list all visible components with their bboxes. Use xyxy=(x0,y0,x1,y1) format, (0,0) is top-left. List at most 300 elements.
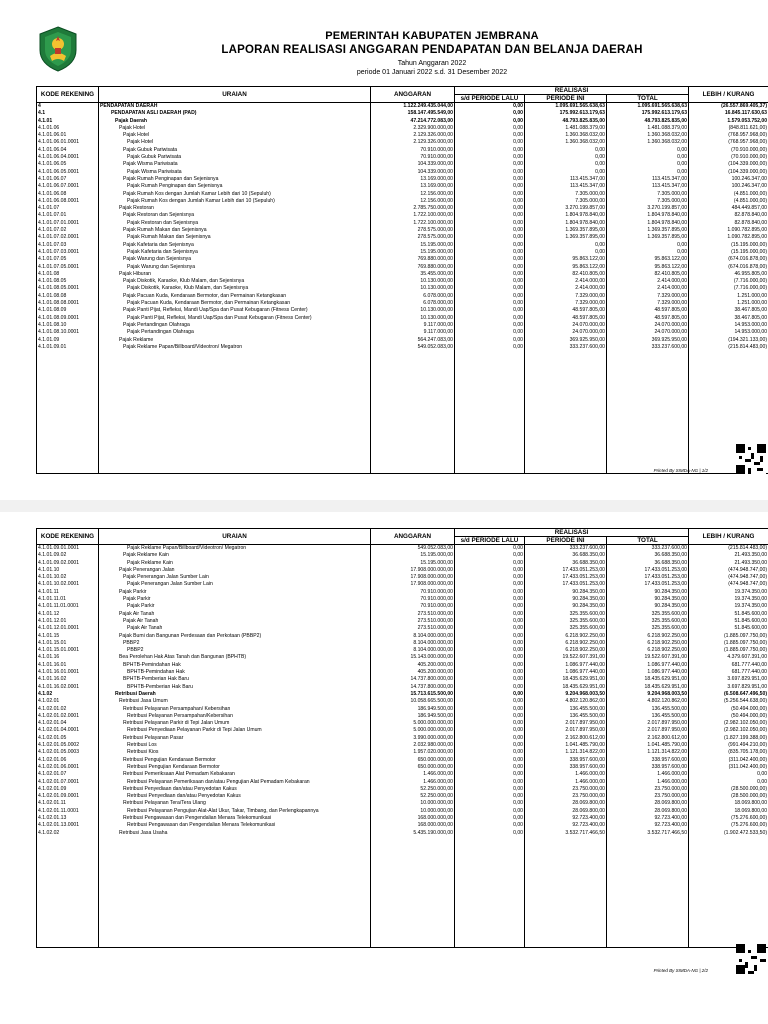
periode-ini-cell: 0,00 xyxy=(525,154,607,161)
table-row xyxy=(37,249,768,256)
anggaran-cell: 5.000.000.000,00 xyxy=(371,720,455,727)
anggaran-cell: 158.147.495.549,00 xyxy=(371,110,455,117)
periode-lalu-cell: 0,00 xyxy=(455,822,525,829)
total-cell: 2.414.000,00 xyxy=(607,278,689,285)
table-row xyxy=(37,771,768,778)
lebih-kurang-cell: 4.379.607.391,00 xyxy=(689,654,768,661)
uraian-cell: Pajak Reklame Papan/Billboard/Videotron/ Megatron xyxy=(99,344,371,351)
total-cell: 325.355.600,00 xyxy=(607,611,689,618)
table-row xyxy=(37,567,768,574)
periode-lalu-cell: 0,00 xyxy=(455,589,525,596)
kode-cell: 4.1.01.12.01.0001 xyxy=(37,625,99,632)
uraian-cell: Pajak Pertandingan Olahraga xyxy=(99,322,371,329)
kode-cell: 4.1.01.06.01.0001 xyxy=(37,139,99,146)
periode-ini-cell: 1.481.088.379,00 xyxy=(525,125,607,132)
report-body-1 xyxy=(37,103,768,352)
uraian-cell: Retribusi Pelayanan Pasar xyxy=(99,735,371,742)
uraian-cell: Pajak Gubuk Pariwisata xyxy=(99,154,371,161)
total-cell: 90.284.350,00 xyxy=(607,596,689,603)
table-row xyxy=(37,278,768,285)
periode-lalu-cell: 0,00 xyxy=(455,757,525,764)
lebih-kurang-cell: (2.982.102.050,00) xyxy=(689,727,768,734)
uraian-cell: Retribusi Jasa Usaha xyxy=(99,830,371,837)
uraian-cell: Pajak Rumah Kos dengan Jumlah Kamar Lebih dari 10 (Sepuluh) xyxy=(99,191,371,198)
lebih-kurang-cell: 484.449.857,00 xyxy=(689,205,768,212)
lebih-kurang-cell: 19.374.350,00 xyxy=(689,589,768,596)
lebih-kurang-cell: 51.845.600,00 xyxy=(689,611,768,618)
table-row xyxy=(37,300,768,307)
lebih-kurang-cell: 38.467.805,00 xyxy=(689,307,768,314)
periode-lalu-cell: 0,00 xyxy=(455,640,525,647)
periode-ini-cell: 1.360.368.032,00 xyxy=(525,132,607,139)
periode-ini-cell: 2.414.000,00 xyxy=(525,278,607,285)
kode-cell: 4.1.01.07.03.0001 xyxy=(37,249,99,256)
kode-cell: 4.1.01.16.01.0001 xyxy=(37,669,99,676)
table-row xyxy=(37,618,768,625)
uraian-cell: Pajak Reklame Kain xyxy=(99,560,371,567)
uraian-cell: Pajak Panti Pijat, Refleksi, Mandi Uap/Spa dan Pusat Kebugaran (Fitness Center) xyxy=(99,315,371,322)
table-row xyxy=(37,574,768,581)
uraian-cell: Retribusi Daerah xyxy=(99,691,371,698)
periode-ini-cell: 28.069.800,00 xyxy=(525,808,607,815)
anggaran-cell: 564.247.083,00 xyxy=(371,337,455,344)
table-row xyxy=(37,198,768,205)
anggaran-cell: 549.052.083,00 xyxy=(371,344,455,351)
anggaran-cell: 549.052.083,00 xyxy=(371,545,455,553)
lebih-kurang-cell: 14.953.000,00 xyxy=(689,329,768,336)
total-cell: 3.270.199.857,00 xyxy=(607,205,689,212)
periode-ini-cell: 2.017.897.950,00 xyxy=(525,720,607,727)
uraian-cell: Pajak Reklame xyxy=(99,337,371,344)
table-row xyxy=(37,691,768,698)
periode-ini-cell: 28.069.800,00 xyxy=(525,800,607,807)
table-row xyxy=(37,764,768,771)
total-cell: 9.204.968.003,50 xyxy=(607,691,689,698)
uraian-cell: Pajak Penerangan Jalan Sumber Lain xyxy=(99,581,371,588)
anggaran-cell: 70.910.000,00 xyxy=(371,603,455,610)
periode-ini-cell: 1.360.368.032,00 xyxy=(525,139,607,146)
lebih-kurang-cell: 100.246.347,00 xyxy=(689,183,768,190)
total-cell: 113.415.347,00 xyxy=(607,176,689,183)
kode-cell: 4.1.02.01.04.0001 xyxy=(37,727,99,734)
kode-cell: 4.1.02.01.09.0001 xyxy=(37,793,99,800)
kode-cell: 4.1.01.08.05.0001 xyxy=(37,285,99,292)
anggaran-cell: 405.200.000,00 xyxy=(371,662,455,669)
periode-lalu-cell: 0,00 xyxy=(455,169,525,176)
total-cell: 28.069.800,00 xyxy=(607,808,689,815)
kode-cell: 4.1.01.15.01 xyxy=(37,640,99,647)
uraian-cell: Retribusi Pelayanan Tera/Tera Ulang xyxy=(99,800,371,807)
total-cell: 7.329.000,00 xyxy=(607,300,689,307)
periode-lalu-cell: 0,00 xyxy=(455,647,525,654)
anggaran-cell: 70.910.000,00 xyxy=(371,596,455,603)
periode-ini-cell: 1.466.000,00 xyxy=(525,779,607,786)
total-cell: 48.597.805,00 xyxy=(607,315,689,322)
header-line-1: PEMERINTAH KABUPATEN JEMBRANA xyxy=(325,30,539,42)
lebih-kurang-cell: (1.885.097.750,00) xyxy=(689,633,768,640)
periode-ini-cell: 48.597.805,00 xyxy=(525,315,607,322)
total-cell: 92.723.400,00 xyxy=(607,815,689,822)
lebih-kurang-cell: (7.716.000,00) xyxy=(689,278,768,285)
table-row xyxy=(37,271,768,278)
kode-cell: 4.1.01.12 xyxy=(37,611,99,618)
table-row xyxy=(37,822,768,829)
uraian-cell: Pajak Diskotik, Karaoke, Klub Malam, dan Sejenisnya xyxy=(99,278,371,285)
lebih-kurang-cell: 21.493.350,00 xyxy=(689,560,768,567)
anggaran-cell: 10.000.000,00 xyxy=(371,800,455,807)
table-row xyxy=(37,545,768,553)
uraian-cell: Pajak Kafetaria dan Sejenisnya xyxy=(99,242,371,249)
lebih-kurang-cell: (991.494.210,00) xyxy=(689,742,768,749)
col-kode-rekening: KODE REKENING xyxy=(37,87,99,103)
uraian-cell: Pajak Gubuk Pariwisata xyxy=(99,147,371,154)
total-cell: 6.218.902.250,00 xyxy=(607,640,689,647)
table-row xyxy=(37,654,768,661)
table-row xyxy=(37,581,768,588)
lebih-kurang-cell: 21.493.350,00 xyxy=(689,552,768,559)
periode-lalu-cell: 0,00 xyxy=(455,344,525,351)
col-lebih-kurang: LEBIH / KURANG xyxy=(689,529,768,545)
total-cell: 338.957.600,00 xyxy=(607,764,689,771)
total-cell: 2.162.800.612,00 xyxy=(607,735,689,742)
periode-lalu-cell: 0,00 xyxy=(455,764,525,771)
anggaran-cell: 10.130.000,00 xyxy=(371,307,455,314)
total-cell: 28.069.800,00 xyxy=(607,800,689,807)
table-row xyxy=(37,118,768,125)
table-row xyxy=(37,256,768,263)
table-row xyxy=(37,633,768,640)
table-row xyxy=(37,669,768,676)
table-row xyxy=(37,684,768,691)
kode-cell: 4.1.01.08.09 xyxy=(37,307,99,314)
lebih-kurang-cell: (50.494.000,00) xyxy=(689,713,768,720)
periode-ini-cell: 369.925.950,00 xyxy=(525,337,607,344)
periode-lalu-cell: 0,00 xyxy=(455,698,525,705)
periode-lalu-cell: 0,00 xyxy=(455,749,525,756)
col-total: TOTAL xyxy=(607,95,689,103)
anggaran-cell: 35.455.000,00 xyxy=(371,271,455,278)
kode-cell: 4.1.01.06.05.0001 xyxy=(37,169,99,176)
col-periode-ini: PERIODE INI xyxy=(525,537,607,545)
periode-ini-cell: 1.041.485.790,00 xyxy=(525,742,607,749)
uraian-cell: Pajak Penerangan Jalan Sumber Lain xyxy=(99,574,371,581)
total-cell: 95.863.122,00 xyxy=(607,256,689,263)
uraian-cell: Retribusi Pengujian Kendaraan Bermotor xyxy=(99,764,371,771)
table-row xyxy=(37,227,768,234)
anggaran-cell: 1.466.000,00 xyxy=(371,779,455,786)
periode-ini-cell: 24.070.000,00 xyxy=(525,329,607,336)
kode-cell: 4.1.01.08 xyxy=(37,271,99,278)
uraian-cell: Pajak Rumah Makan dan Sejenisnya xyxy=(99,227,371,234)
kode-cell: 4.1.01.06.05 xyxy=(37,161,99,168)
uraian-cell: Pajak Hotel xyxy=(99,139,371,146)
anggaran-cell: 10.130.000,00 xyxy=(371,285,455,292)
periode-lalu-cell: 0,00 xyxy=(455,786,525,793)
periode-lalu-cell: 0,00 xyxy=(455,176,525,183)
lebih-kurang-cell: 82.878.840,00 xyxy=(689,212,768,219)
periode-ini-cell: 1.086.977.440,00 xyxy=(525,662,607,669)
lebih-kurang-cell: (674.016.878,00) xyxy=(689,256,768,263)
periode-lalu-cell: 0,00 xyxy=(455,706,525,713)
anggaran-cell: 1.122.249.435.044,00 xyxy=(371,103,455,111)
total-cell: 0,00 xyxy=(607,242,689,249)
uraian-cell: PBBP2 xyxy=(99,647,371,654)
anggaran-cell: 104.339.000,00 xyxy=(371,169,455,176)
periode-ini-cell: 9.204.968.003,50 xyxy=(525,691,607,698)
periode-ini-cell: 6.218.902.250,00 xyxy=(525,647,607,654)
periode-ini-cell: 6.218.902.250,00 xyxy=(525,633,607,640)
periode-ini-cell: 92.723.400,00 xyxy=(525,815,607,822)
anggaran-cell: 47.214.772.083,00 xyxy=(371,118,455,125)
total-cell: 18.435.629.951,00 xyxy=(607,684,689,691)
table-row xyxy=(37,676,768,683)
anggaran-cell: 769.880.000,00 xyxy=(371,256,455,263)
periode-ini-cell: 1.095.691.565.638,63 xyxy=(525,103,607,111)
periode-lalu-cell: 0,00 xyxy=(455,110,525,117)
total-cell: 82.410.805,00 xyxy=(607,271,689,278)
table-row xyxy=(37,625,768,632)
table-row xyxy=(37,110,768,117)
anggaran-cell: 14.737.800.000,00 xyxy=(371,676,455,683)
anggaran-cell: 8.104.000.000,00 xyxy=(371,640,455,647)
table-row xyxy=(37,552,768,559)
lebih-kurang-cell: 51.845.600,00 xyxy=(689,625,768,632)
anggaran-cell: 15.713.615.500,00 xyxy=(371,691,455,698)
periode-lalu-cell: 0,00 xyxy=(455,154,525,161)
periode-lalu-cell: 0,00 xyxy=(455,625,525,632)
uraian-cell: Pajak Rumah Kos dengan Jumlah Kamar Lebih dari 10 (Sepuluh) xyxy=(99,198,371,205)
periode-lalu-cell: 0,00 xyxy=(455,227,525,234)
lebih-kurang-cell: (5.256.544.638,00) xyxy=(689,698,768,705)
kode-cell: 4.1.01.08.10.0001 xyxy=(37,329,99,336)
periode-lalu-cell: 0,00 xyxy=(455,545,525,553)
table-row xyxy=(37,285,768,292)
uraian-cell: Pajak Reklame Papan/Billboard/Videotron/ Megatron xyxy=(99,545,371,553)
kode-cell: 4.1.01.11.01 xyxy=(37,596,99,603)
lebih-kurang-cell: 1.579.053.752,00 xyxy=(689,118,768,125)
table-row xyxy=(37,611,768,618)
periode-ini-cell: 36.688.350,00 xyxy=(525,552,607,559)
periode-lalu-cell: 0,00 xyxy=(455,720,525,727)
total-cell: 1.360.368.032,00 xyxy=(607,132,689,139)
uraian-cell: Pajak Pertandingan Olahraga xyxy=(99,329,371,336)
lebih-kurang-cell: (1.902.472.533,50) xyxy=(689,830,768,837)
anggaran-cell: 168.000.000,00 xyxy=(371,815,455,822)
anggaran-cell: 17.908.000.000,00 xyxy=(371,567,455,574)
periode-ini-cell: 7.305.000,00 xyxy=(525,198,607,205)
anggaran-cell: 70.910.000,00 xyxy=(371,154,455,161)
col-uraian: URAIAN xyxy=(99,87,371,103)
table-row xyxy=(37,264,768,271)
uraian-cell: Retribusi Pengujian Kendaraan Bermotor xyxy=(99,757,371,764)
anggaran-cell: 10.058.665.500,00 xyxy=(371,698,455,705)
periode-ini-cell: 0,00 xyxy=(525,161,607,168)
table-row xyxy=(37,560,768,567)
table-row xyxy=(37,329,768,336)
anggaran-cell: 15.195.000,00 xyxy=(371,242,455,249)
table-row xyxy=(37,169,768,176)
kode-cell: 4.1.02.01.11 xyxy=(37,800,99,807)
total-cell: 36.688.350,00 xyxy=(607,552,689,559)
periode-lalu-cell: 0,00 xyxy=(455,611,525,618)
uraian-cell: Retribusi Penyediaan Pelayanan Parkir di Tepi Jalan Umum xyxy=(99,727,371,734)
periode-lalu-cell: 0,00 xyxy=(455,329,525,336)
uraian-cell: BPHTB-Pemberian Hak Baru xyxy=(99,684,371,691)
periode-ini-cell: 19.522.607.391,00 xyxy=(525,654,607,661)
uraian-cell: BPHTB-Pemindahan Hak xyxy=(99,669,371,676)
total-cell: 90.284.350,00 xyxy=(607,589,689,596)
lebih-kurang-cell: (215.814.483,00) xyxy=(689,344,768,351)
col-realisasi: REALISASI xyxy=(455,87,689,95)
uraian-cell: Pajak Parkir xyxy=(99,596,371,603)
anggaran-cell: 186.949.500,00 xyxy=(371,713,455,720)
table-row xyxy=(37,713,768,720)
table-row xyxy=(37,103,768,111)
periode-lalu-cell: 0,00 xyxy=(455,125,525,132)
periode-ini-cell: 1.369.357.895,00 xyxy=(525,234,607,241)
kode-cell: 4.1.01.06.04 xyxy=(37,147,99,154)
lebih-kurang-cell: 19.374.350,00 xyxy=(689,596,768,603)
periode-ini-cell: 136.455.500,00 xyxy=(525,706,607,713)
kode-cell: 4.1.02.01.05 xyxy=(37,735,99,742)
periode-ini-cell: 3.532.717.466,50 xyxy=(525,830,607,837)
periode-lalu-cell: 0,00 xyxy=(455,322,525,329)
kode-cell: 4.1.01.07.05.0001 xyxy=(37,264,99,271)
periode-ini-cell: 325.355.600,00 xyxy=(525,611,607,618)
table-row xyxy=(37,589,768,596)
periode-ini-cell: 95.863.122,00 xyxy=(525,264,607,271)
anggaran-cell: 10.130.000,00 xyxy=(371,278,455,285)
jembrana-emblem-icon xyxy=(38,26,78,72)
uraian-cell: Retribusi Kios xyxy=(99,749,371,756)
kode-cell: 4.1.02.01.13.0001 xyxy=(37,822,99,829)
periode-ini-cell: 0,00 xyxy=(525,242,607,249)
kode-cell: 4.1.02.01.05.0003 xyxy=(37,749,99,756)
periode-lalu-cell: 0,00 xyxy=(455,603,525,610)
periode-ini-cell: 1.804.978.840,00 xyxy=(525,212,607,219)
kode-cell: 4.1.01.06.07 xyxy=(37,176,99,183)
anggaran-cell: 168.000.000,00 xyxy=(371,822,455,829)
kode-cell: 4.1.01 xyxy=(37,118,99,125)
anggaran-cell: 15.195.000,00 xyxy=(371,560,455,567)
lebih-kurang-cell: (4.851.000,00) xyxy=(689,198,768,205)
col-periode-ini: PERIODE INI xyxy=(525,95,607,103)
kode-cell: 4.1.02.01 xyxy=(37,698,99,705)
periode-lalu-cell: 0,00 xyxy=(455,337,525,344)
anggaran-cell: 17.908.000.000,00 xyxy=(371,574,455,581)
table-row xyxy=(37,293,768,300)
table-row xyxy=(37,154,768,161)
periode-ini-cell: 17.433.051.253,00 xyxy=(525,567,607,574)
lebih-kurang-cell: 1.251.000,00 xyxy=(689,293,768,300)
periode-lalu-cell: 0,00 xyxy=(455,271,525,278)
anggaran-cell: 3.990.000.000,00 xyxy=(371,735,455,742)
lebih-kurang-cell: 1.090.782.895,00 xyxy=(689,234,768,241)
anggaran-cell: 70.910.000,00 xyxy=(371,147,455,154)
qr-code-icon xyxy=(736,444,766,474)
anggaran-cell: 8.104.000.000,00 xyxy=(371,633,455,640)
periode-lalu-cell: 0,00 xyxy=(455,793,525,800)
anggaran-cell: 650.000.000,00 xyxy=(371,757,455,764)
uraian-cell: Pajak Wisma Pariwisata xyxy=(99,169,371,176)
table-row xyxy=(37,596,768,603)
kode-cell: 4.1.01.07.05 xyxy=(37,256,99,263)
table-row xyxy=(37,720,768,727)
periode-ini-cell: 90.284.350,00 xyxy=(525,603,607,610)
lebih-kurang-cell: (474.948.747,00) xyxy=(689,581,768,588)
periode-ini-cell: 90.284.350,00 xyxy=(525,596,607,603)
kode-cell: 4.1.02.01.02 xyxy=(37,706,99,713)
uraian-cell: Pajak Hotel xyxy=(99,132,371,139)
anggaran-cell: 1.466.000,00 xyxy=(371,771,455,778)
uraian-cell: Retribusi Los xyxy=(99,742,371,749)
total-cell: 36.688.350,00 xyxy=(607,560,689,567)
periode-lalu-cell: 0,00 xyxy=(455,560,525,567)
lebih-kurang-cell: (194.321.133,00) xyxy=(689,337,768,344)
periode-ini-cell: 2.017.897.950,00 xyxy=(525,727,607,734)
table-row xyxy=(37,749,768,756)
lebih-kurang-cell: (1.827.199.388,00) xyxy=(689,735,768,742)
uraian-cell: Retribusi Pengawasan dan Pengendalian Menara Telekomunikasi xyxy=(99,822,371,829)
periode-lalu-cell: 0,00 xyxy=(455,618,525,625)
periode-ini-cell: 333.237.600,00 xyxy=(525,344,607,351)
table-row xyxy=(37,742,768,749)
total-cell: 1.804.978.840,00 xyxy=(607,212,689,219)
periode-lalu-cell: 0,00 xyxy=(455,552,525,559)
uraian-cell: Retribusi Pelayanan Persampahan/ Kebersihan xyxy=(99,706,371,713)
table-row xyxy=(37,830,768,837)
periode-ini-cell: 23.750.000,00 xyxy=(525,786,607,793)
table-row xyxy=(37,662,768,669)
table-row xyxy=(37,176,768,183)
periode-lalu-cell: 0,00 xyxy=(455,662,525,669)
report-period: periode 01 Januari 2022 s.d. 31 Desember 2022 xyxy=(356,69,508,76)
uraian-cell: Retribusi Pemeriksaan Alat Pemadam Kebakaran xyxy=(99,771,371,778)
anggaran-cell: 9.117.000,00 xyxy=(371,329,455,336)
anggaran-cell: 273.510.000,00 xyxy=(371,625,455,632)
lebih-kurang-cell: (4.851.000,00) xyxy=(689,191,768,198)
periode-ini-cell: 48.793.825.835,00 xyxy=(525,118,607,125)
table-row xyxy=(37,307,768,314)
uraian-cell: Pajak Restoran dan Sejenisnya xyxy=(99,212,371,219)
kode-cell: 4.1.01.10 xyxy=(37,567,99,574)
total-cell: 1.369.357.895,00 xyxy=(607,227,689,234)
kode-cell: 4.1.01.16.02.0001 xyxy=(37,684,99,691)
periode-lalu-cell: 0,00 xyxy=(455,132,525,139)
kode-cell: 4.1.01.07.02 xyxy=(37,227,99,234)
lebih-kurang-cell: (75.276.600,00) xyxy=(689,822,768,829)
anggaran-cell: 12.156.000,00 xyxy=(371,191,455,198)
table-row xyxy=(37,212,768,219)
total-cell: 0,00 xyxy=(607,169,689,176)
uraian-cell: Pajak Kafetaria dan Sejenisnya xyxy=(99,249,371,256)
table-row xyxy=(37,183,768,190)
kode-cell: 4.1.01.07 xyxy=(37,205,99,212)
lebih-kurang-cell: (1.885.097.750,00) xyxy=(689,640,768,647)
table-row xyxy=(37,147,768,154)
total-cell: 23.750.000,00 xyxy=(607,793,689,800)
periode-ini-cell: 17.433.051.253,00 xyxy=(525,581,607,588)
lebih-kurang-cell: 18.069.800,00 xyxy=(689,800,768,807)
periode-ini-cell: 325.355.600,00 xyxy=(525,625,607,632)
lebih-kurang-cell: (848.811.621,00) xyxy=(689,125,768,132)
periode-lalu-cell: 0,00 xyxy=(455,676,525,683)
anggaran-cell: 104.339.000,00 xyxy=(371,161,455,168)
total-cell: 136.455.500,00 xyxy=(607,706,689,713)
uraian-cell: Pajak Air Tanah xyxy=(99,618,371,625)
col-kode-rekening: KODE REKENING xyxy=(37,529,99,545)
anggaran-cell: 1.722.100.000,00 xyxy=(371,220,455,227)
